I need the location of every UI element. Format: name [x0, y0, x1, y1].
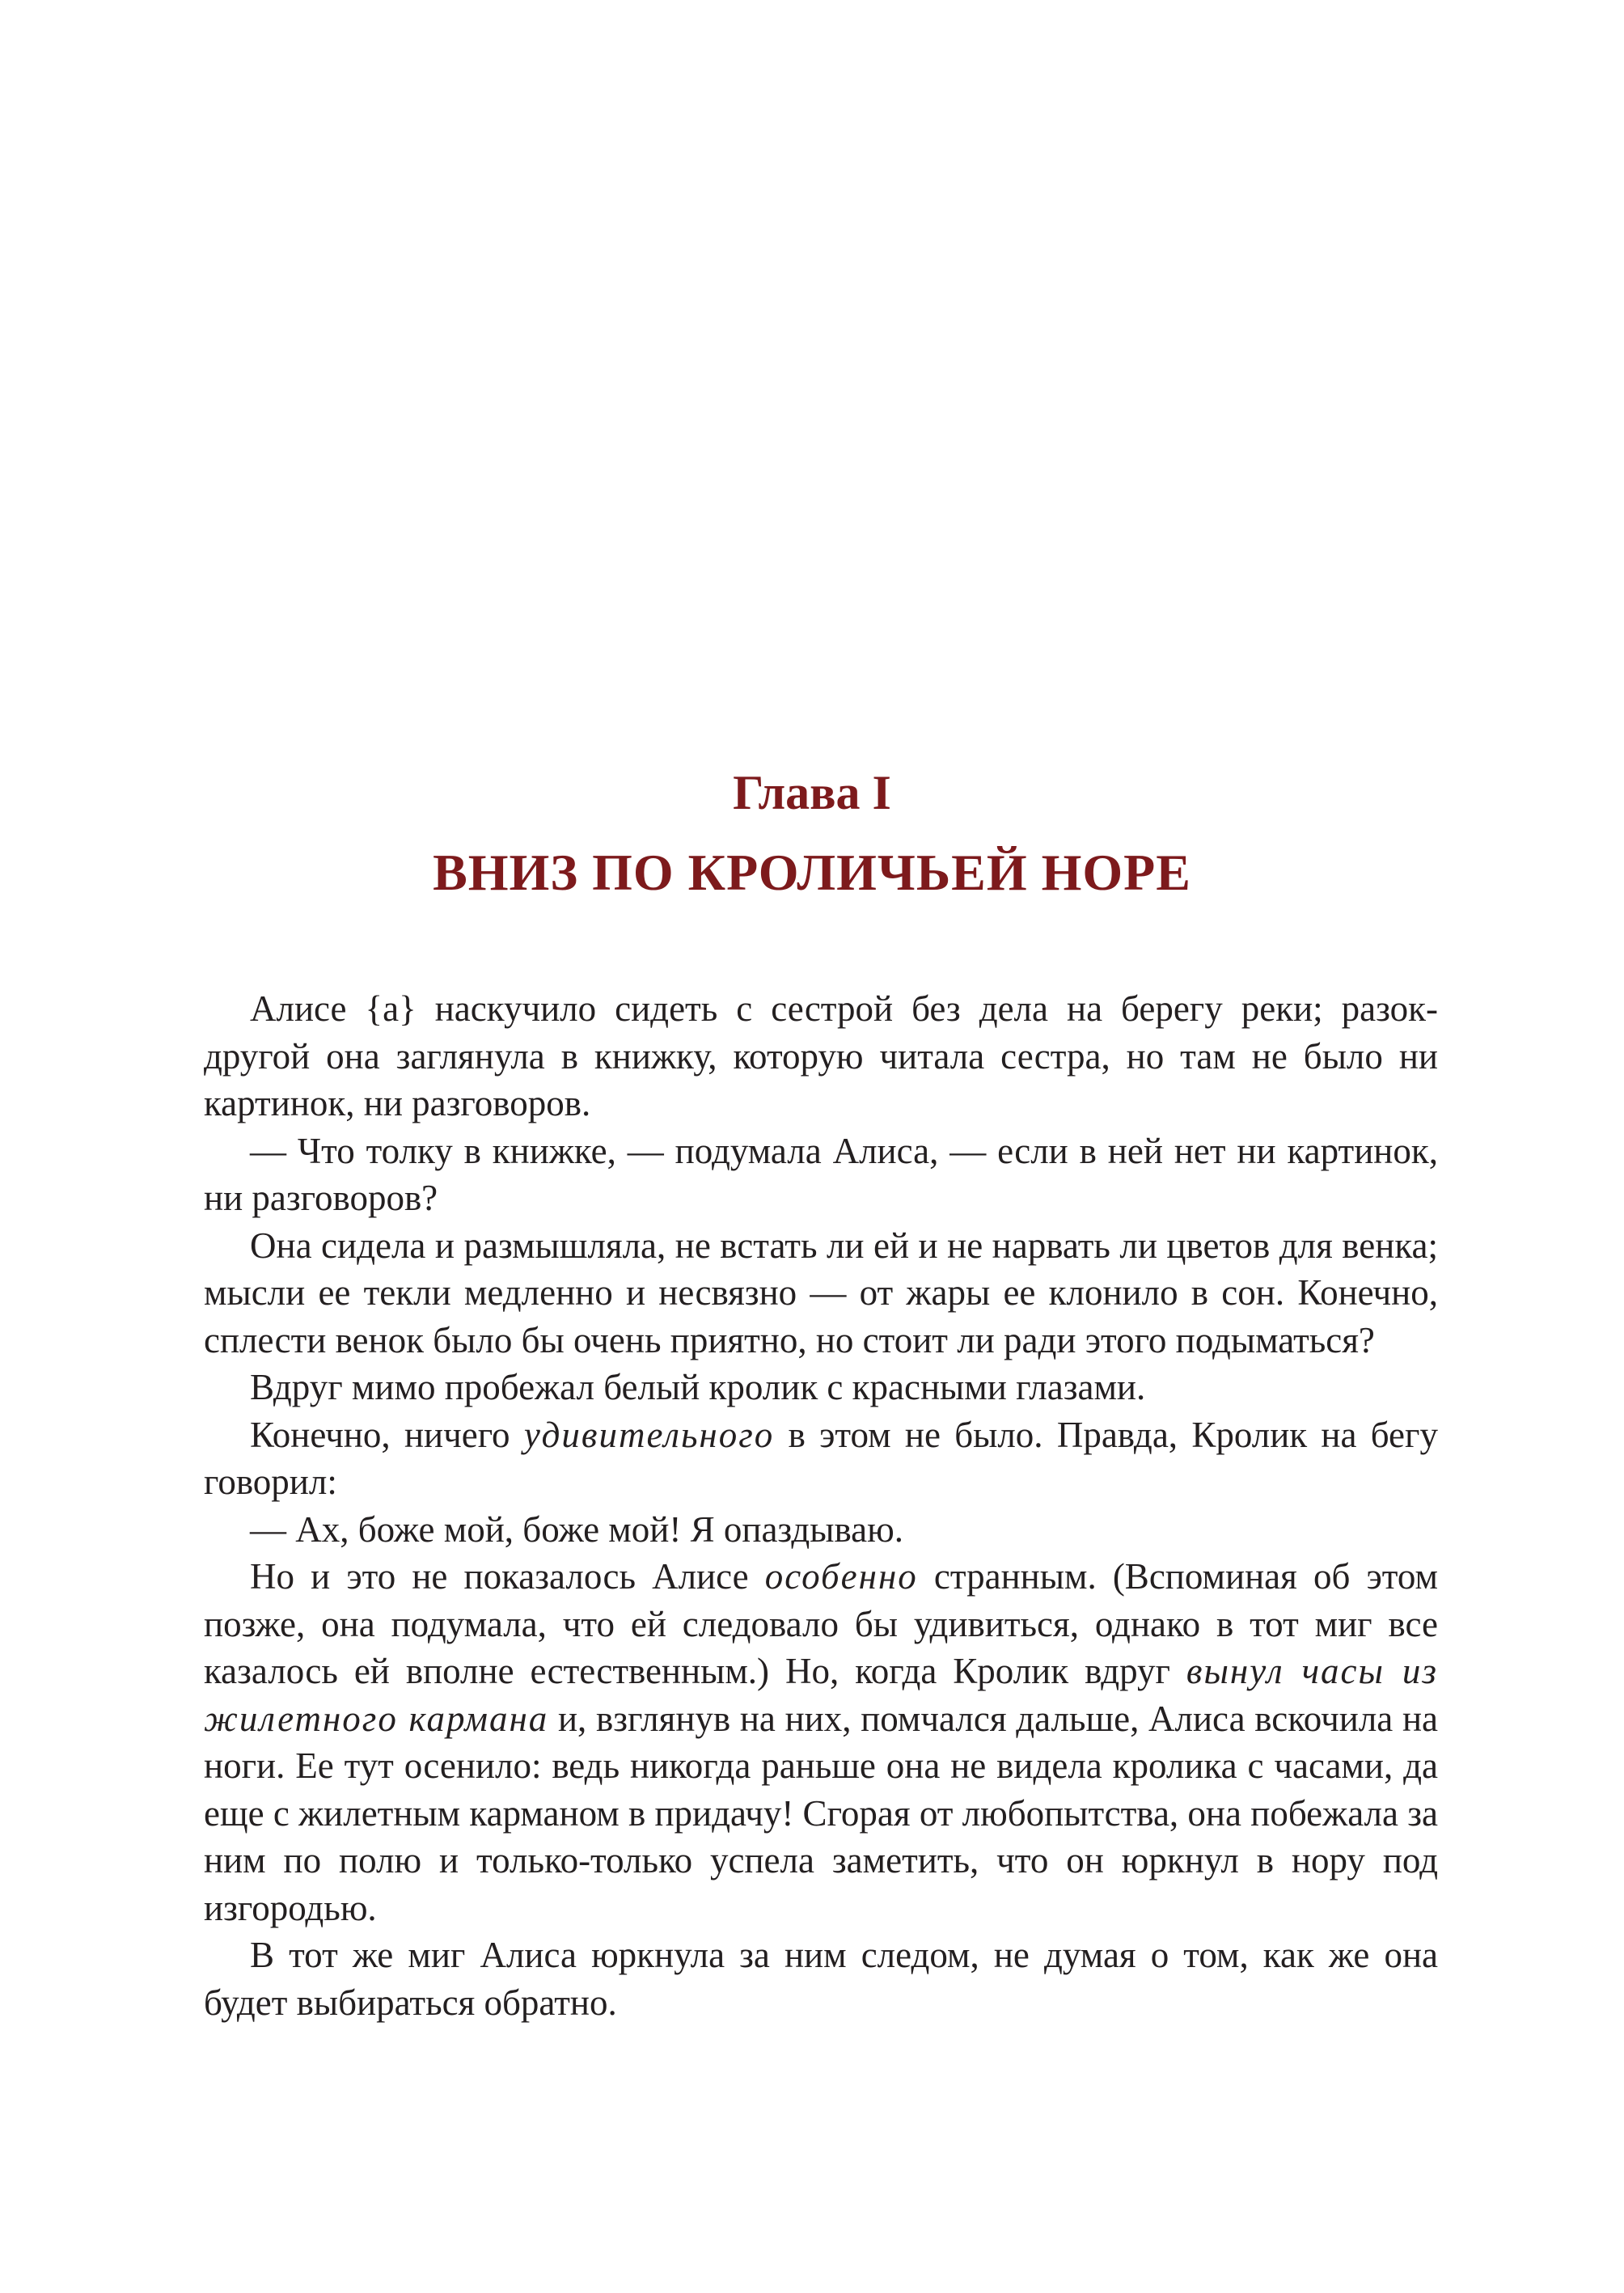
text-run: в этом не было. Правда, Кролик на бегу говорил: — [204, 1414, 1438, 1502]
text-run: Алисе {a} наскучило сидеть с сестрой без дела на берегу реки; разок-другой она заглянула в книжку, которую читала сестра, но там не было ни картинок, ни разговоров. — [204, 988, 1438, 1123]
paragraph — [204, 1411, 1438, 1506]
chapter-title: ВНИЗ ПО КРОЛИЧЬЕЙ НОРЕ — [433, 844, 1191, 901]
text-run: Но и это не показалось Алисе — [250, 1556, 765, 1597]
emphasis-text: удивительного — [523, 1414, 775, 1455]
text-run: — Ах, боже мой, боже мой! Я опаздываю. — [250, 1508, 904, 1550]
paragraph — [204, 1364, 1438, 1411]
text-run: и, взглянув на них, помчался дальше, Алиса вскочила на ноги. Ее тут осенило: ведь никогда раньше она не видела кролика с часами, да еще с жилетным карманом в придачу! Сгорая от любопытства, она побежала за ним по полю и только-только успела заметить, что он юркнул в нору под изгородью. — [204, 1698, 1438, 1928]
chapter-number: Глава I — [733, 766, 891, 819]
emphasis-text: особенно — [764, 1556, 918, 1597]
text-run: странным. (Вспоминая об этом позже, она подумала, что ей следовало бы удивиться, однако в тот миг все казалось ей вполне естественным.) Но, когда Кролик вдруг — [204, 1556, 1438, 1691]
chapter-body-text — [204, 985, 1438, 2026]
paragraph — [204, 985, 1438, 1127]
text-run: Вдруг мимо пробежал белый кролик с красными глазами. — [250, 1367, 1146, 1407]
text-run: Конечно, ничего — [250, 1414, 524, 1455]
paragraph — [204, 1222, 1438, 1364]
text-run: В тот же миг Алиса юркнула за ним следом, не думая о том, как же она будет выбираться обратно. — [204, 1935, 1438, 2023]
text-run: Она сидела и размышляла, не встать ли ей и не нарвать ли цветов для венка; мысли ее текли медленно и несвязно — от жары ее клонило в сон. Конечно, сплести венок было бы очень приятно, но стоит ли ради этого подыматься? — [204, 1225, 1438, 1360]
paragraph — [204, 1553, 1438, 1931]
paragraph — [204, 1506, 1438, 1554]
paragraph — [204, 1127, 1438, 1222]
text-run: — Что толку в книжке, — подумала Алиса, — если в ней нет ни картинок, ни разговоров? — [204, 1130, 1438, 1218]
emphasis-text: вынул часы из жилетного кармана — [204, 1651, 1438, 1739]
paragraph — [204, 1931, 1438, 2026]
